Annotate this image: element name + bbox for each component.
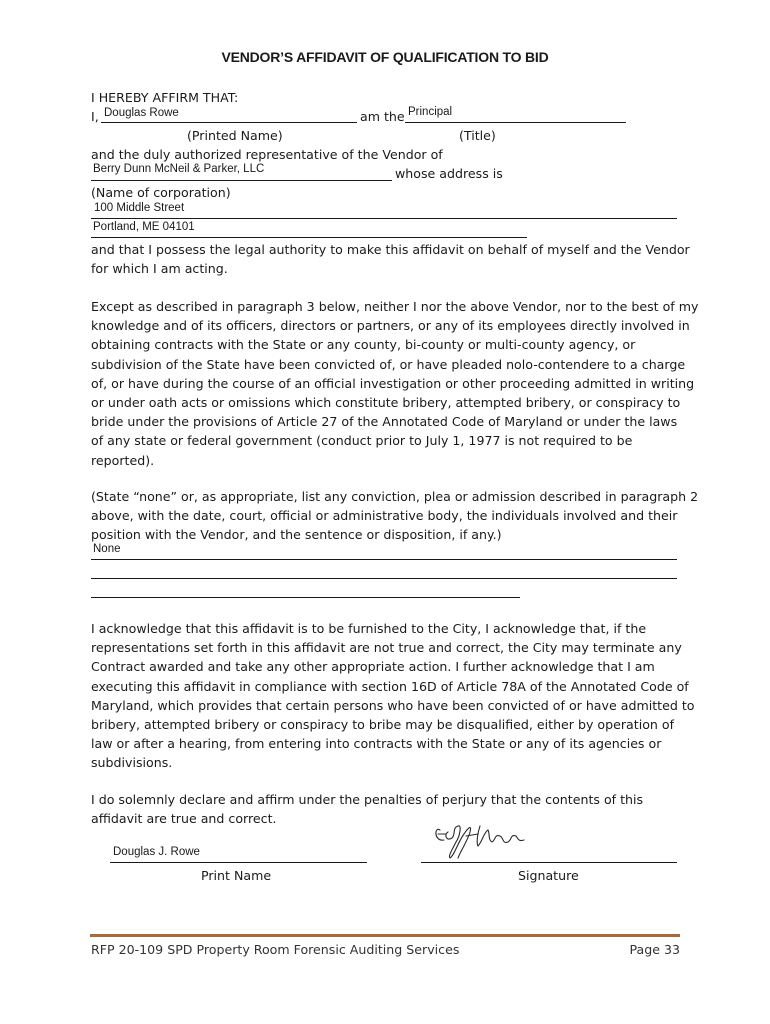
- footer-document-ref: RFP 20-109 SPD Property Room Forensic Auditing Services: [91, 942, 460, 957]
- print-name-field[interactable]: Douglas J. Rowe: [113, 846, 200, 858]
- state-line: (State “none” or, as appropriate, list any conviction, plea or admission described in paragraph 2: [91, 489, 699, 504]
- corporation-caption: (Name of corporation): [91, 185, 231, 200]
- affirm-intro: I HEREBY AFFIRM THAT:: [91, 90, 239, 105]
- acknowledge-line: I acknowledge that this affidavit is to be furnished to the City, I acknowledge that, if the: [91, 621, 647, 636]
- conviction-underline-1: [91, 559, 677, 560]
- printed-name-underline: [101, 122, 357, 123]
- except-line: of any state or federal government (conduct prior to July 1, 1977 is not required to be: [91, 433, 633, 449]
- acknowledge-line: subdivisions.: [91, 755, 173, 771]
- handwritten-signature[interactable]: [430, 812, 530, 862]
- title-field[interactable]: Principal: [408, 106, 453, 118]
- address-line1-field[interactable]: 100 Middle Street: [94, 202, 185, 214]
- acknowledge-line: Contract awarded and take any other appropriate action. I further acknowledge that I am: [91, 659, 655, 675]
- document-title: VENDOR’S AFFIDAVIT OF QUALIFICATION TO BID: [221, 49, 549, 65]
- declare-paragraph: [91, 790, 691, 828]
- address-line1-underline: [91, 218, 677, 219]
- acknowledge-paragraph: [91, 619, 695, 773]
- authority-paragraph: [91, 240, 691, 278]
- acknowledge-line: bribery, attempted bribery or conspiracy to bribe may be disqualified, either by operation of: [91, 717, 675, 733]
- am-the-label: am the: [360, 109, 405, 124]
- representative-text: and the duly authorized representative of the Vendor of: [91, 147, 443, 162]
- vendor-field[interactable]: Berry Dunn McNeil & Parker, LLC: [93, 163, 265, 175]
- except-line: bride under the provisions of Article 27 of the Annotated Code of Maryland or under the laws: [91, 414, 678, 430]
- vendor-underline: [91, 180, 392, 181]
- except-paragraph: [91, 297, 699, 470]
- signature-caption: Signature: [518, 868, 579, 883]
- state-line: position with the Vendor, and the sentence or disposition, if any.): [91, 527, 502, 543]
- except-line: obtaining contracts with the State or any county, bi-county or multi-county agency, or: [91, 337, 636, 353]
- authority-line: for which I am acting.: [91, 261, 228, 277]
- printed-name-caption: (Printed Name): [187, 128, 283, 143]
- printed-name-field[interactable]: Douglas Rowe: [104, 107, 179, 119]
- print-name-caption: Print Name: [201, 868, 272, 883]
- address-line2-field[interactable]: Portland, ME 04101: [93, 221, 195, 233]
- print-name-underline: [110, 862, 367, 863]
- address-line2-underline: [91, 237, 527, 238]
- except-line: or under oath acts or omissions which constitute bribery, attempted bribery, or conspiracy to: [91, 395, 681, 411]
- footer-rule: [90, 934, 680, 937]
- acknowledge-line: executing this affidavit in compliance with section 16D of Article 78A of the Annotated Code of: [91, 678, 689, 694]
- except-line: knowledge and of its officers, directors or partners, or any of its employees directly involved in: [91, 318, 690, 334]
- declare-line: affidavit are true and correct.: [91, 811, 277, 827]
- acknowledge-line: Maryland, which provides that certain persons who have been convicted of or have admitted to: [91, 697, 695, 713]
- conviction-underline-2: [91, 578, 677, 579]
- state-paragraph: [91, 487, 699, 545]
- footer-page-number: Page 33: [629, 942, 680, 957]
- title-underline: [405, 122, 626, 123]
- declare-line: I do solemnly declare and affirm under the penalties of perjury that the contents of this: [91, 792, 644, 807]
- except-line: Except as described in paragraph 3 below, neither I nor the above Vendor, nor to the best of my: [91, 299, 699, 314]
- except-line: reported).: [91, 452, 155, 468]
- signature-underline: [421, 862, 677, 863]
- except-line: of, or have during the course of an official investigation or other proceeding admitted in writing: [91, 375, 695, 391]
- state-line: above, with the date, court, official or administrative body, the individuals involved and their: [91, 508, 678, 524]
- affiant-prefix: I,: [91, 109, 99, 124]
- except-line: subdivision of the State have been convicted of, or have pleaded nolo-contendere to a charge: [91, 356, 686, 372]
- acknowledge-line: representations set forth in this affidavit are not true and correct, the City may terminate any: [91, 640, 682, 656]
- title-caption: (Title): [459, 128, 496, 143]
- acknowledge-line: law or after a hearing, from entering into contracts with the State or any of its agencies or: [91, 736, 662, 752]
- conviction-field[interactable]: None: [93, 543, 121, 555]
- conviction-underline-3: [91, 597, 520, 598]
- whose-address-label: whose address is: [395, 166, 503, 181]
- authority-line: and that I possess the legal authority to make this affidavit on behalf of myself and the Vendor: [91, 242, 690, 257]
